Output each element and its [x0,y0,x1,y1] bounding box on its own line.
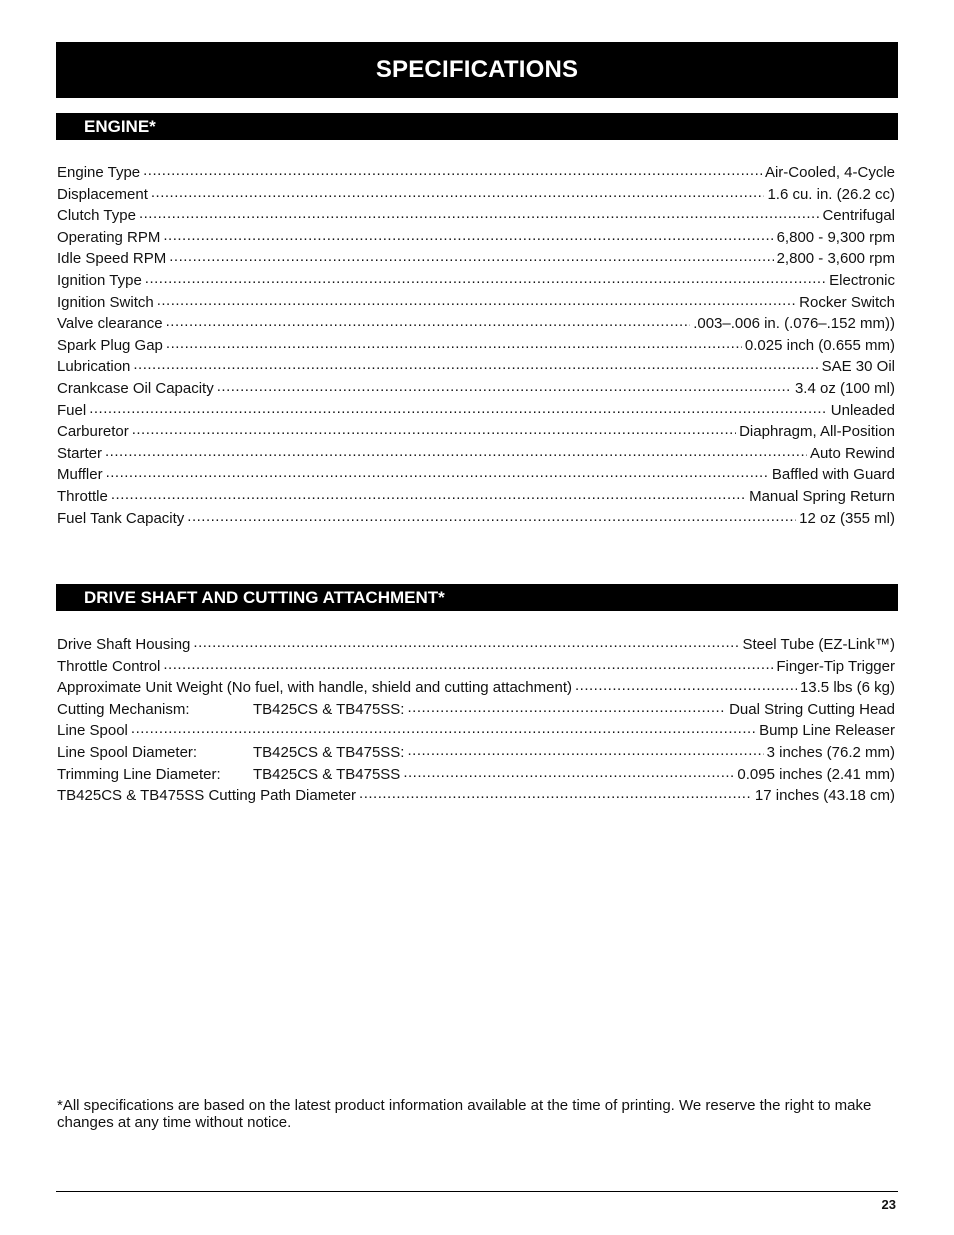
spec-label: Displacement [57,185,148,203]
dot-leader [575,677,797,692]
spec-row [57,400,895,422]
spec-value: .003–.006 in. (.076–.152 mm)) [693,315,895,333]
spec-value: 12 oz (355 ml) [799,509,895,527]
spec-row [57,421,895,443]
spec-label: Throttle [57,487,108,505]
spec-row [57,764,895,786]
dot-leader [157,292,796,307]
engine-section-heading: ENGINE* [56,113,898,140]
spec-label: Drive Shaft Housing [57,636,191,653]
spec-value: Air-Cooled, 4-Cycle [764,164,895,181]
spec-row [57,162,895,184]
spec-label: Valve clearance [57,315,163,333]
drive-shaft-section-heading: DRIVE SHAFT AND CUTTING ATTACHMENT* [56,584,898,611]
dot-leader [106,464,769,479]
dot-leader [163,227,773,242]
spec-row [57,742,895,764]
dot-leader [132,421,736,436]
spec-row [57,508,895,530]
spec-label: Idle Speed RPM [57,250,167,268]
spec-row [57,313,895,335]
spec-value: 2,800 - 3,600 rpm [776,250,895,268]
spec-row [57,443,895,465]
spec-value: 6,800 - 9,300 rpm [776,228,895,246]
dot-leader [143,162,762,177]
spec-row [57,464,895,486]
spec-value: 1.6 cu. in. (26.2 cc) [767,185,895,203]
spec-value: Finger-Tip Trigger [776,657,895,675]
spec-row [57,486,895,508]
spec-value: Centrifugal [822,207,895,225]
spec-value: Electronic [829,271,895,289]
footer-divider [56,1191,898,1192]
page-number: 23 [881,1197,896,1212]
spec-model: TB425CS & TB475SS: [253,700,405,718]
spec-value: 13.5 lbs (6 kg) [799,679,895,697]
spec-label: Fuel Tank Capacity [57,509,185,527]
dot-leader [145,270,826,285]
dot-leader [105,443,807,458]
spec-value: Auto Rewind [809,444,895,462]
dot-leader [407,699,726,714]
spec-row [57,356,895,378]
spec-label: Engine Type [57,164,141,181]
spec-value: Dual String Cutting Head [729,700,895,718]
spec-value: Steel Tube (EZ-Link™) [742,636,895,653]
spec-value: Baffled with Guard [771,466,895,484]
spec-label: Lubrication [57,358,131,376]
dot-leader [169,248,773,263]
spec-label: TB425CS & TB475SS Cutting Path Diameter [57,787,357,805]
spec-label: Line Spool [57,722,128,740]
spec-row [57,335,895,357]
spec-value: Unleaded [830,401,895,419]
footnote: *All specifications are based on the latest product information available at the time of printing. We reserve the right to make changes at any time without notice. [57,1097,872,1131]
spec-value: Diaphragm, All-Position [739,423,895,441]
spec-label: Crankcase Oil Capacity [57,379,214,397]
spec-value: 3.4 oz (100 ml) [794,379,895,397]
spec-value: Manual Spring Return [749,487,895,505]
dot-leader [359,785,752,800]
spec-value: Bump Line Releaser [759,722,895,740]
spec-row [57,677,895,699]
dot-leader [163,656,773,671]
spec-row [57,699,895,721]
spec-label: Spark Plug Gap [57,336,163,354]
spec-row [57,292,895,314]
spec-label: Operating RPM [57,228,161,246]
spec-row [57,720,895,742]
spec-value: 17 inches (43.18 cm) [754,787,895,805]
engine-spec-list [57,162,895,529]
spec-label: Clutch Type [57,207,136,225]
dot-leader [139,205,820,220]
spec-row [57,378,895,400]
drive-shaft-spec-list [57,634,895,807]
dot-leader [217,378,792,393]
spec-label: Ignition Switch [57,293,154,311]
spec-row [57,634,895,656]
dot-leader [89,400,828,415]
spec-label: Throttle Control [57,657,161,675]
spec-label: Muffler [57,466,103,484]
dot-leader [403,764,734,779]
spec-row [57,227,895,249]
spec-label: Ignition Type [57,271,142,289]
spec-value: Rocker Switch [799,293,895,311]
dot-leader [133,356,818,371]
spec-label: Trimming Line Diameter: [57,765,221,783]
spec-row [57,184,895,206]
dot-leader [111,486,746,501]
spec-label: Starter [57,444,103,462]
spec-row [57,656,895,678]
dot-leader [193,634,739,649]
spec-value: SAE 30 Oil [821,358,895,376]
dot-leader [407,742,763,757]
spec-label: Carburetor [57,423,129,441]
spec-row [57,270,895,292]
dot-leader [131,720,756,735]
spec-label: Fuel [57,401,87,419]
spec-model: TB425CS & TB475SS [253,765,401,783]
spec-row [57,205,895,227]
dot-leader [187,508,796,523]
spec-row [57,785,895,807]
spec-model: TB425CS & TB475SS: [253,743,405,761]
spec-label: Cutting Mechanism: [57,700,190,718]
dot-leader [151,184,765,199]
dot-leader [166,335,742,350]
spec-value: 0.095 inches (2.41 mm) [737,765,895,783]
spec-row [57,248,895,270]
spec-label: Line Spool Diameter: [57,743,198,761]
spec-value: 3 inches (76.2 mm) [766,743,895,761]
spec-label: Approximate Unit Weight (No fuel, with handle, shield and cutting attachment) [57,679,572,697]
spec-value: 0.025 inch (0.655 mm) [744,336,895,354]
page-title: SPECIFICATIONS [56,42,898,98]
dot-leader [166,313,691,328]
